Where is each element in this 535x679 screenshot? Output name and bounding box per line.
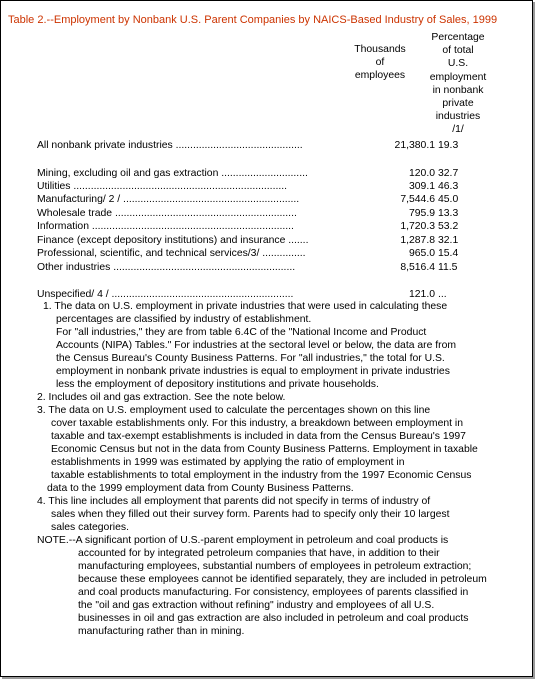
row-label: Information ...................................................................... bbox=[37, 221, 294, 232]
table-title: Table 2.--Employment by Nonbank U.S. Parent Companies by NAICS-Based Industry of Sales, 1999 bbox=[8, 14, 498, 26]
table-row bbox=[37, 167, 467, 180]
footnote-2: 2. Includes oil and gas extraction. See the note below. bbox=[37, 392, 286, 403]
employees-value: 795.9 bbox=[408, 208, 435, 219]
footnote-line: sales categories. bbox=[51, 522, 129, 533]
note-line: accounted for by integrated petroleum companies that have, in addition to their bbox=[78, 548, 440, 559]
footnote-1: 1. The data on U.S. employment in private industries that were used in calculating these bbox=[43, 301, 448, 312]
row-label: Manufacturing/ 2 / ............................................................. bbox=[37, 194, 300, 205]
employees-value: 121.0 bbox=[408, 289, 435, 300]
row-label: Professional, scientific, and technical services/3/ ............... bbox=[37, 248, 306, 259]
percentage-value: 15.4 bbox=[438, 248, 459, 259]
row-label: All nonbank private industries ............................................ bbox=[37, 140, 303, 151]
employees-value: 965.0 bbox=[408, 248, 435, 259]
table-row bbox=[37, 193, 467, 206]
percentage-value: 53.2 bbox=[438, 221, 459, 232]
employees-value: 21,380.1 bbox=[394, 140, 435, 151]
footnote-line: cover taxable establishments only. For this industry, a breakdown between employment in bbox=[51, 418, 463, 429]
row-label: Utilities .......................................................................... bbox=[37, 181, 287, 192]
row-label: Other industries ............................................................... bbox=[37, 262, 296, 273]
percentage-value: 13.3 bbox=[438, 208, 459, 219]
note-line: and coal products manufacturing. For consistency, employees of parents classified in bbox=[78, 587, 469, 598]
table-row bbox=[37, 180, 467, 193]
percentage-value: 19.3 bbox=[438, 140, 459, 151]
table-row bbox=[37, 234, 467, 247]
footnote-line: employment in nonbank private industries is equal to employment in private industries bbox=[56, 366, 450, 377]
row-label: Finance (except depository institutions) and insurance ....... bbox=[37, 235, 309, 246]
note-line: businesses in oil and gas extraction are also included in petroleum and coal products bbox=[78, 613, 469, 624]
column-header-employees: Thousands of employees bbox=[354, 44, 406, 82]
row-label: Wholesale trade ............................................................... bbox=[37, 208, 297, 219]
table-row bbox=[37, 207, 467, 220]
footnote-3: 3. The data on U.S. employment used to calculate the percentages shown on this line bbox=[37, 405, 431, 416]
note-line: manufacturing rather than in mining. bbox=[78, 626, 245, 637]
percentage-value: 46.3 bbox=[438, 181, 459, 192]
column-header-percentage: Percentage of total U.S. employment in nonbank private industries /1/ bbox=[429, 32, 487, 136]
percentage-value: 11.5 bbox=[438, 262, 458, 273]
row-label: Unspecified/ 4 / ............................................................... bbox=[37, 289, 294, 300]
percentage-value: 32.7 bbox=[438, 168, 459, 179]
footnote-line: Economic Census but not in the data from County Business Patterns. Employment in taxable bbox=[51, 444, 478, 455]
employees-value: 1,287.8 bbox=[400, 235, 435, 246]
footnote-line: data to the 1999 employment data from County Business Patterns. bbox=[47, 483, 354, 494]
footnote-line: establishments in 1999 was estimated by applying the ratio of employment in bbox=[51, 457, 405, 468]
footnote-4: 4. This line includes all employment that parents did not specify in terms of industry of bbox=[37, 496, 431, 507]
percentage-value: 32.1 bbox=[438, 235, 459, 246]
note-line: manufacturing employees, substantial numbers of employees in petroleum extraction; bbox=[78, 561, 472, 572]
footnote-line: taxable and tax-exempt establishments is included in data from the Census Bureau's 1997 bbox=[51, 431, 466, 442]
percentage-value: 45.0 bbox=[438, 194, 459, 205]
row-label: Mining, excluding oil and gas extraction .............................. bbox=[37, 168, 308, 179]
note-line: because these employees cannot be identified separately, they are included in petroleum bbox=[78, 574, 487, 585]
footnote-line: the Census Bureau's County Business Patterns. For "all industries," the total for U.S. bbox=[56, 353, 445, 364]
footnote-line: Accounts (NIPA) Tables." For industries at the sectoral level or below, the data are from bbox=[56, 340, 457, 351]
footnote-line: percentages are classified by industry of establishment. bbox=[56, 314, 312, 325]
footnote-line: less the employment of depository institutions and private households. bbox=[56, 379, 379, 390]
percentage-value: ... bbox=[438, 289, 447, 300]
employees-value: 7,544.6 bbox=[400, 194, 435, 205]
table-row bbox=[37, 139, 467, 152]
table-row bbox=[37, 220, 467, 233]
table-row bbox=[37, 261, 467, 274]
footnote-line: taxable establishments to total employment in the industry from the 1997 Economic Census bbox=[51, 470, 472, 481]
note-paragraph: NOTE.--A significant portion of U.S.-parent employment in petroleum and coal products is bbox=[37, 535, 449, 546]
employees-value: 309.1 bbox=[408, 181, 435, 192]
employees-value: 120.0 bbox=[408, 168, 435, 179]
employees-value: 1,720.3 bbox=[400, 221, 435, 232]
footnote-line: For "all industries," they are from table 6.4C of the "National Income and Product bbox=[56, 327, 427, 338]
table-row bbox=[37, 247, 467, 260]
footnote-line: sales when they filled out their survey form. Parents had to specify only their 10 largest bbox=[51, 509, 450, 520]
employees-value: 8,516.4 bbox=[400, 262, 435, 273]
note-line: the "oil and gas extraction without refining" industry and employees of all U.S. bbox=[78, 600, 435, 611]
